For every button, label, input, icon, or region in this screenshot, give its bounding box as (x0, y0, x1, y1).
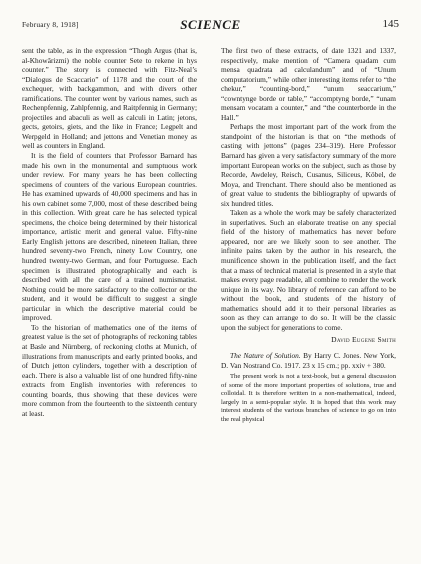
review-text: The present work is not a text-book, but a general discussion of some of the more important properties of solutions, true and colloidal. It is therefore written in a non-mathematical, indeed, largely in a semi-popular style. It is hoped that this work may interest students of the various branches of science to go on into the real physical (221, 373, 396, 423)
book-citation (221, 351, 396, 370)
paragraph: sent the table, as in the expression “Thogh Argus (that is, al-Khowârizmi) the noble counter Sete to rekene in hys counter.” The story is connected with Fitz-Neal’s “Dialogus de Scaccario” of 1178 and the court of the exchequer, with backgammon, and with divers other ramifications. The counter went by various names, such as Rechenpfennig, Zahlpfennig, and Raitpfennig in Germany; projectiles and abaculi as well as calculi in Latin; jetons, gects, getoirs, giets, and the like in France; Legpelt and Werpgeld in Holland; and jettons and Venetian money as well as counters in England. (22, 46, 197, 151)
paragraph: The first two of these extracts, of date 1321 and 1337, respectively, make mention of “Camera quadam cum mensa quadrata ad calculandum” and of “Unum computatorium,” while other interesting items refer to “the chekur,” “counting-bord,” “unum seaccarium,” “cowntynge borde or table,” “accomptyng borde,” “unam mensam vocatam a counter,” and “the counterborde in the Hall.” (221, 46, 396, 122)
book-details: By Harry C. Jones. New York, D. Van Nostrand Co. 1917. 23 x 15 cm.; pp. xxiv + 380. (221, 350, 396, 370)
left-column (22, 46, 197, 418)
issue-date: February 8, 1918] (22, 20, 79, 29)
paragraph: Taken as a whole the work may be safely characterized in superlatives. Such an elaborate treatise on any special field of the history of mathematics has never before appeared, nor are we likely soon to see another. The infinite pains taken by the author in his research, the munificence shown in the publication itself, and the fact that a mass of technical material is presented in a style that makes every page readable, all combine to render the work unique in its way. No library of reference can afford to be without the book, and students of the history of mathematics should add it to their personal libraries as soon as they can arrange to do so. It will be the classic upon the subject for generations to come. (221, 208, 396, 332)
paragraph: It is the field of counters that Professor Barnard has made his own in the monumental and sumptuous work under review. For many years he has been collecting specimens of counters of the various European countries. He has examined upwards of 40,000 specimens and has in his own cabinet some 7,000, most of these described being in this collection. With great care he has selected typical specimens, the choice being determined by their historical importance, artistic merit and general value. Fifty-nine Early English jettons are described, nineteen Italian, three hundred seventy-two French, ninety Low Country, one hundred twenty-two German, and four Portuguese. Each specimen is illustrated photographically and each is described with all the care of a trained numismatist. Nothing could be more satisfactory to the collector or the student, and it would be difficult to suggest a single particular in which the descriptive material could be improved. (22, 151, 197, 323)
page-header (22, 18, 399, 34)
page-number: 145 (382, 18, 399, 30)
author-signature: David Eugene Smith (331, 335, 396, 345)
paragraph: Perhaps the most important part of the work from the standpoint of the historian is that on “the methods of casting with jettons” (pages 234–319). Here Professor Barnard has given a very satisfactory summary of the more important European works on the subject, such as those by Recorde, Awdeley, Reisch, Cusanus, Siliceus, Köbel, de Moya, and Trenchant. There should also be mentioned as of great value to students the bibliography of upwards of six hundred titles. (221, 122, 396, 208)
book-title: The Nature of Solution. (230, 350, 301, 360)
paragraph: To the historian of mathematics one of the items of greatest value is the set of photographs of reckoning tables at Basle and Nürnberg, of reckoning cloths at Munich, of illustrations from manuscripts and early printed books, and of Dutch jetton cylinders, together with a description of each. There is also a valuable list of one hundred fifty-nine extracts from English inventories with references to counting boards, thus showing that these devices were more common from the fourteenth to the sixteenth century at least. (22, 322, 197, 418)
right-column (221, 46, 396, 424)
journal-title: SCIENCE (180, 17, 241, 32)
